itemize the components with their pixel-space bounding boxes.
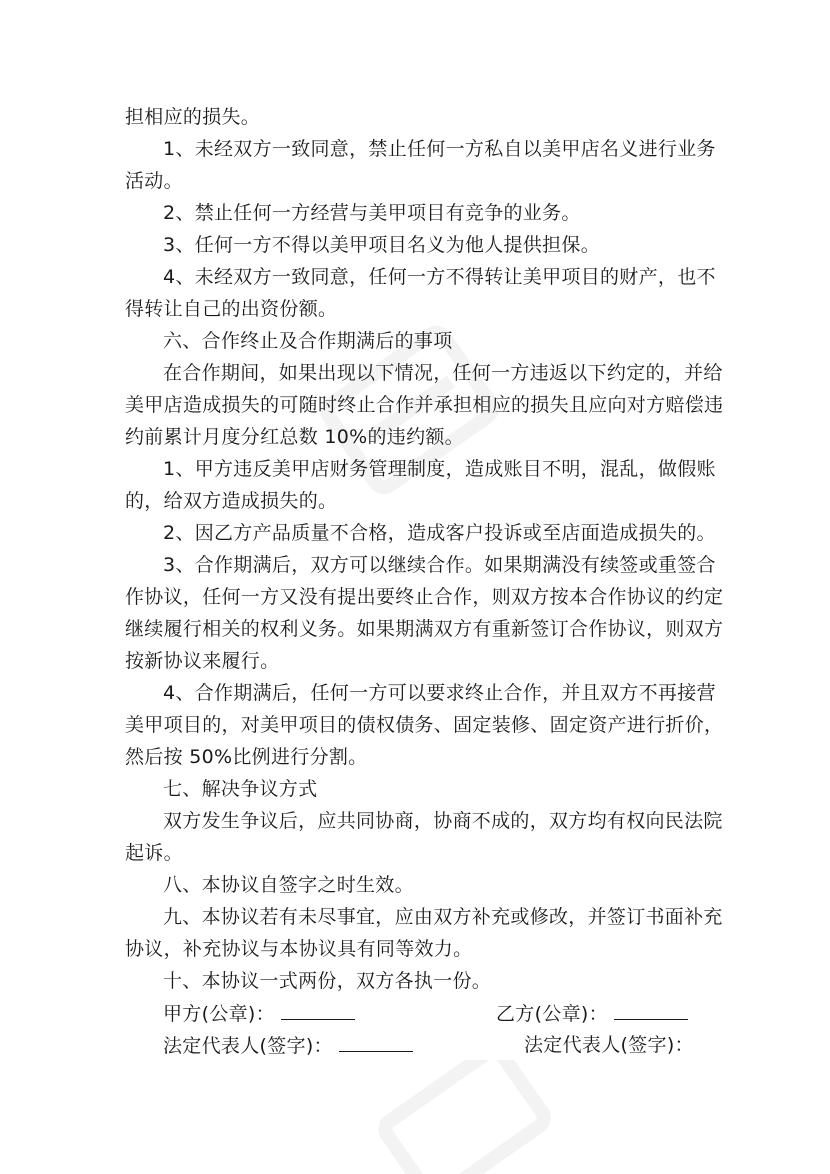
- section-heading: 十、本协议一式两份，双方各执一份。: [163, 970, 492, 992]
- signature-row-seal: [125, 997, 725, 1029]
- signature-row-representative: [125, 1029, 725, 1061]
- paragraph: 3、任何一方不得以美甲项目名义为他人提供担保。: [163, 234, 600, 256]
- party-a-seal: [163, 997, 355, 1030]
- party-b-label: 乙方(公章)：: [496, 1003, 608, 1025]
- paragraph: 在合作期间，如果出现以下情况，任何一方违返以下约定的，并给美甲店造成损失的可随时终止合作并承担相应的损失且应向对方赔偿违约前累计月度分红总数 10%的违约额。: [125, 362, 724, 448]
- rep-a-signature-blank[interactable]: [339, 1029, 413, 1052]
- paragraph: 2、因乙方产品质量不合格，造成客户投诉或至店面造成损失的。: [163, 522, 716, 544]
- paragraph: 4、未经双方一致同意，任何一方不得转让美甲项目的财产，也不得转让自己的出资份额。: [125, 266, 716, 320]
- party-b-seal: [496, 997, 688, 1030]
- section-heading: 六、合作终止及合作期满后的事项: [163, 330, 453, 352]
- document-body: [125, 101, 725, 1061]
- paragraph: 1、甲方违反美甲店财务管理制度，造成账目不明，混乱，做假账的，给双方造成损失的。: [125, 458, 716, 512]
- paragraph: 4、合作期满后，任何一方可以要求终止合作，并且双方不再接营美甲项目的，对美甲项目的债权债务、固定装修、固定资产进行折价，然后按 50%比例进行分割。: [125, 682, 724, 768]
- section-heading: 七、解决争议方式: [163, 778, 318, 800]
- rep-b-label: 法定代表人(签字)：: [524, 1034, 694, 1056]
- paragraph: 双方发生争议后，应共同协商，协商不成的，双方均有权向民法院起诉。: [125, 810, 723, 864]
- paragraph: 3、合作期满后，双方可以继续合作。如果期满没有续签或重签合作协议，任何一方又没有提出要终止合作，则双方按本合作协议的约定继续履行相关的权利义务。如果期满双方有重新签订合作协议，则双方按新协议来履行。: [125, 554, 724, 672]
- paragraph: 1、未经双方一致同意，禁止任何一方私自以美甲店名义进行业务活动。: [125, 138, 716, 192]
- watermark-icon: [360, 1060, 560, 1174]
- rep-b-signature: [524, 1029, 694, 1061]
- party-a-signature-blank[interactable]: [281, 997, 355, 1020]
- rep-a-signature: [163, 1029, 413, 1062]
- paragraph: 担相应的损失。: [125, 106, 261, 128]
- rep-a-label: 法定代表人(签字)：: [163, 1035, 333, 1057]
- section-heading: 八、本协议自签字之时生效。: [163, 874, 414, 896]
- paragraph: 2、禁止任何一方经营与美甲项目有竞争的业务。: [163, 202, 581, 224]
- party-a-label: 甲方(公章)：: [163, 1003, 275, 1025]
- party-b-signature-blank[interactable]: [614, 997, 688, 1020]
- section-heading: 九、本协议若有未尽事宜，应由双方补充或修改，并签订书面补充协议，补充协议与本协议具有同等效力。: [125, 906, 723, 960]
